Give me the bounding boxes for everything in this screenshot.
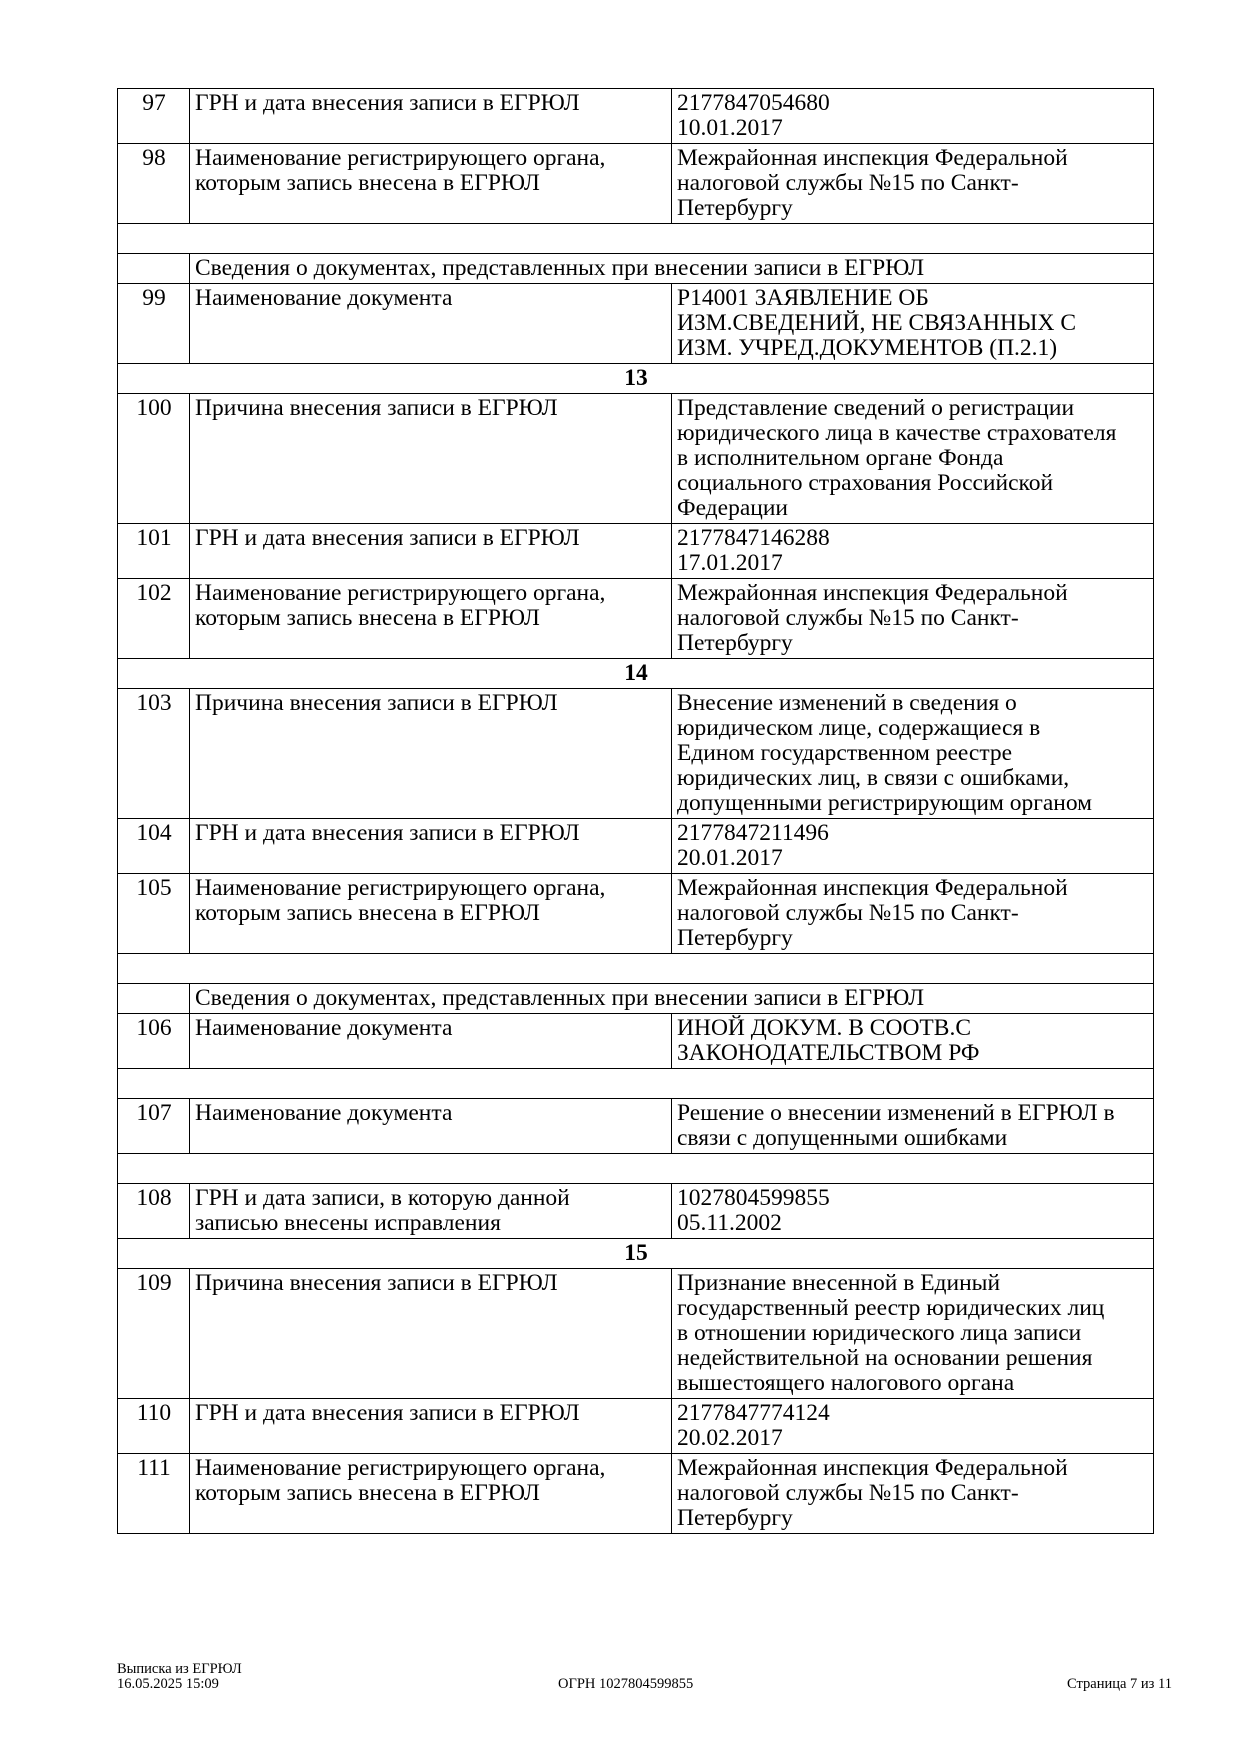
field-value: Решение о внесении изменений в ЕГРЮЛ в связи с допущенными ошибками [672,1099,1154,1154]
field-name: Причина внесения записи в ЕГРЮЛ [190,394,672,524]
field-name: Наименование регистрирующего органа, которым запись внесена в ЕГРЮЛ [190,874,672,954]
row-number: 102 [118,579,190,659]
blank-row [118,224,1154,254]
field-value: ИНОЙ ДОКУМ. В СООТВ.С ЗАКОНОДАТЕЛЬСТВОМ РФ [672,1014,1154,1069]
egrul-extract-table [117,88,1154,1534]
blank-row [118,1154,1154,1184]
row-number: 103 [118,689,190,819]
table-row [118,689,1154,819]
subheader-title: Сведения о документах, представленных при внесении записи в ЕГРЮЛ [190,984,1154,1014]
table-row [118,524,1154,579]
table-row [118,579,1154,659]
row-number: 98 [118,144,190,224]
table-row [118,394,1154,524]
blank-cell [118,954,1154,984]
field-value: Р14001 ЗАЯВЛЕНИЕ ОБ ИЗМ.СВЕДЕНИЙ, НЕ СВЯЗАННЫХ С ИЗМ. УЧРЕД.ДОКУМЕНТОВ (П.2.1) [672,284,1154,364]
field-name: Причина внесения записи в ЕГРЮЛ [190,1269,672,1399]
row-number: 104 [118,819,190,874]
footer-ogrn: ОГРН 1027804599855 [558,1676,694,1692]
field-value: Внесение изменений в сведения о юридическом лице, содержащиеся в Едином государственном реестре юридических лиц, в связи с ошибками, допущенными регистрирующим органом [672,689,1154,819]
field-value: Межрайонная инспекция Федеральной налоговой службы №15 по Санкт- Петербургу [672,1454,1154,1534]
footer-document-info: Выписка из ЕГРЮЛ 16.05.2025 15:09 [117,1661,242,1692]
row-number: 109 [118,1269,190,1399]
table-row [118,1269,1154,1399]
row-number: 97 [118,89,190,144]
field-name: Наименование документа [190,284,672,364]
table-row [118,819,1154,874]
field-value: Межрайонная инспекция Федеральной налоговой службы №15 по Санкт- Петербургу [672,874,1154,954]
row-number: 107 [118,1099,190,1154]
field-name: Наименование документа [190,1099,672,1154]
field-value: Признание внесенной в Единый государственный реестр юридических лиц в отношении юридического лица записи недействительной на основании решения вышестоящего налогового органа [672,1269,1154,1399]
blank-cell [118,1069,1154,1099]
page-footer [117,1662,1172,1702]
blank-row [118,954,1154,984]
field-value: 2177847146288 17.01.2017 [672,524,1154,579]
table-row [118,1184,1154,1239]
blank-cell [118,224,1154,254]
field-value: 2177847211496 20.01.2017 [672,819,1154,874]
table-row [118,1014,1154,1069]
field-name: ГРН и дата записи, в которую данной записью внесены исправления [190,1184,672,1239]
field-value: Представление сведений о регистрации юридического лица в качестве страхователя в исполнительном органе Фонда социального страхования Российской Федерации [672,394,1154,524]
table-row [118,1454,1154,1534]
field-value: Межрайонная инспекция Федеральной налоговой службы №15 по Санкт- Петербургу [672,144,1154,224]
field-value: 2177847774124 20.02.2017 [672,1399,1154,1454]
section-number: 15 [118,1239,1154,1269]
blank-row [118,1069,1154,1099]
field-name: Причина внесения записи в ЕГРЮЛ [190,689,672,819]
section-header-row [118,1239,1154,1269]
table-row [118,89,1154,144]
section-number: 13 [118,364,1154,394]
field-name: ГРН и дата внесения записи в ЕГРЮЛ [190,819,672,874]
row-number: 111 [118,1454,190,1534]
subheader-empty-cell [118,984,190,1014]
field-value: 1027804599855 05.11.2002 [672,1184,1154,1239]
row-number: 101 [118,524,190,579]
row-number: 100 [118,394,190,524]
row-number: 108 [118,1184,190,1239]
section-header-row [118,364,1154,394]
table-row [118,1099,1154,1154]
section-header-row [118,659,1154,689]
field-name: Наименование документа [190,1014,672,1069]
table-row [118,144,1154,224]
row-number: 105 [118,874,190,954]
field-name: Наименование регистрирующего органа, которым запись внесена в ЕГРЮЛ [190,579,672,659]
subheader-row [118,984,1154,1014]
subheader-title: Сведения о документах, представленных при внесении записи в ЕГРЮЛ [190,254,1154,284]
field-value: Межрайонная инспекция Федеральной налоговой службы №15 по Санкт- Петербургу [672,579,1154,659]
row-number: 106 [118,1014,190,1069]
row-number: 99 [118,284,190,364]
table-body [118,89,1154,1534]
field-name: ГРН и дата внесения записи в ЕГРЮЛ [190,524,672,579]
field-name: ГРН и дата внесения записи в ЕГРЮЛ [190,89,672,144]
section-number: 14 [118,659,1154,689]
subheader-empty-cell [118,254,190,284]
field-value: 2177847054680 10.01.2017 [672,89,1154,144]
field-name: Наименование регистрирующего органа, которым запись внесена в ЕГРЮЛ [190,1454,672,1534]
field-name: ГРН и дата внесения записи в ЕГРЮЛ [190,1399,672,1454]
blank-cell [118,1154,1154,1184]
table-row [118,1399,1154,1454]
footer-page-number: Страница 7 из 11 [1067,1676,1172,1692]
table-row [118,874,1154,954]
subheader-row [118,254,1154,284]
row-number: 110 [118,1399,190,1454]
table-row [118,284,1154,364]
field-name: Наименование регистрирующего органа, которым запись внесена в ЕГРЮЛ [190,144,672,224]
